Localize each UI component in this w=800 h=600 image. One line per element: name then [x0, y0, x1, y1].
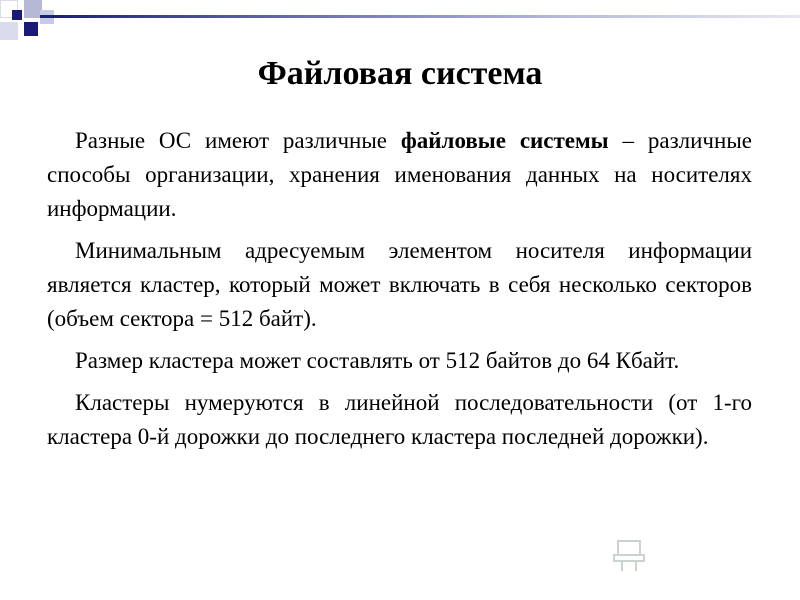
paragraph-cluster-numbering: Кластеры нумеруются в линейной последовательности (от 1-го кластера 0-й дорожки до последнего кластера последней дорожки). [47, 390, 752, 449]
paragraph-text: – различные способы организации, хранения именования данных на носителях информации. [47, 128, 752, 221]
decor-square [12, 10, 22, 20]
corner-decoration [0, 0, 70, 50]
bold-term: файловые системы [400, 128, 609, 153]
paragraph-file-systems [47, 124, 752, 226]
header-rule [40, 15, 800, 18]
watermark-icon [610, 535, 650, 575]
decor-square [0, 22, 18, 40]
paragraph-text: Разные ОС имеют различные [75, 128, 401, 153]
paragraph-cluster-size: Размер кластера может составлять от 512 байтов до 64 Кбайт. [75, 348, 680, 373]
slide-body [47, 124, 752, 462]
decor-square [24, 22, 38, 36]
watermark-logo [610, 535, 770, 575]
slide-title: Файловая система [257, 55, 543, 92]
paragraph-cluster: Минимальным адресуемым элементом носителя информации является кластер, который может включать в себя несколько секторов (объем сектора = 512 байт). [47, 238, 752, 331]
